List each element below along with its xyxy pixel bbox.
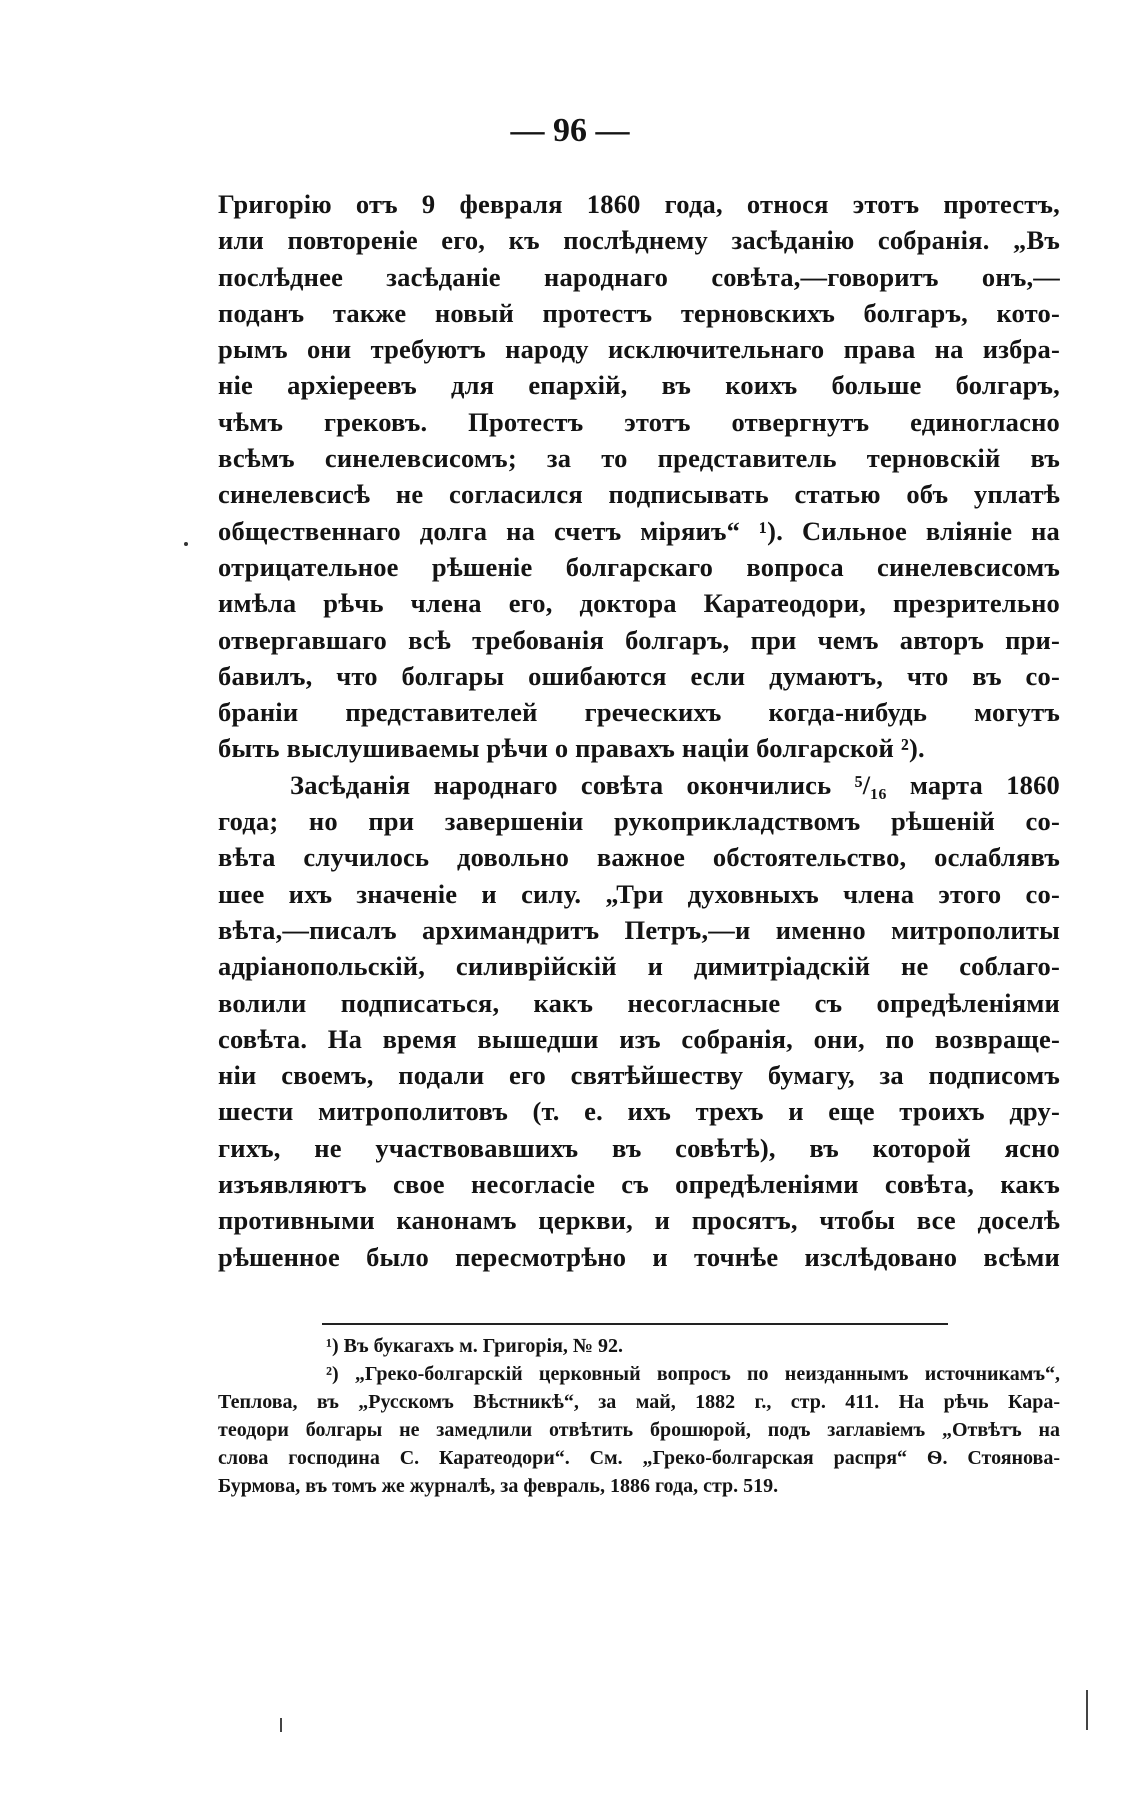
body-line: синелевсисѣ не согласился подписывать статью объ уплатѣ (218, 479, 1060, 510)
body-line: гихъ, не участвовавшихъ въ совѣтѣ), въ которой ясно (218, 1132, 1060, 1163)
body-line: всѣмъ синелевсисомъ; за то представитель терновскій въ (218, 443, 1060, 474)
body-line: Григорію отъ 9 февраля 1860 года, относя этотъ протестъ, (218, 189, 1060, 219)
body-line: поданъ также новый протестъ терновскихъ болгаръ, кото- (218, 297, 1060, 328)
body-line: бавилъ, что болгары ошибаются если думаютъ, что въ со- (218, 660, 1060, 691)
page-number: — 96 — (510, 112, 630, 149)
body-line: ніи своемъ, подали его святѣйшеству бумагу, за подписомъ (218, 1060, 1060, 1091)
body-line: быть выслушиваемы рѣчи о правахъ націи болгарской ²). (218, 733, 925, 764)
paragraph-start-line: Засѣданія народнаго совѣта окончились ⁵/₁₆ марта 1860 (290, 769, 1060, 800)
body-line: имѣла рѣчь члена его, доктора Каратеодори, презрительно (218, 588, 1060, 619)
footnotes (218, 1332, 1060, 1500)
body-line: браніи представителей греческихъ когда-нибудь могутъ (218, 697, 1060, 728)
margin-mark (184, 542, 188, 546)
body-line: отрицательное рѣшеніе болгарскаго вопроса синелевсисомъ (218, 551, 1060, 582)
body-line: вѣта,—писалъ архимандритъ Петръ,—и именно митрополиты (218, 914, 1060, 945)
body-line: шести митрополитовъ (т. е. ихъ трехъ и еще троихъ дру- (218, 1096, 1060, 1127)
footnote-line: Теплова, въ „Русскомъ Вѣстникѣ“, за май, 1882 г., стр. 411. На рѣчь Кара- (218, 1391, 1060, 1413)
body-line: отвергавшаго всѣ требованія болгаръ, при чемъ авторъ при- (218, 624, 1060, 655)
body-line: шее ихъ значеніе и силу. „Три духовныхъ члена этого со- (218, 878, 1060, 909)
body-line: общественнаго долга на счетъ міряиъ“ ¹). Сильное вліяніе на (218, 515, 1060, 546)
body-line: противными канонамъ церкви, и просятъ, чтобы все доселѣ (218, 1205, 1060, 1236)
body-line: ніе архіереевъ для епархій, въ коихъ больше болгаръ, (218, 370, 1060, 401)
body-line: рѣшенное было пересмотрѣно и точнѣе изслѣдовано всѣми (218, 1241, 1060, 1272)
body-line: совѣта. На время вышедши изъ собранія, они, по возвраще- (218, 1023, 1060, 1054)
body-text (218, 186, 1060, 1275)
footnote-line: слова господина С. Каратеодори“. См. „Греко-болгарская распря“ Ѳ. Стоянова- (218, 1447, 1060, 1469)
body-line: вѣта случилось довольно важное обстоятельство, ослаблявъ (218, 842, 1060, 873)
body-line: года; но при завершеніи рукоприкладствомъ рѣшеній со- (218, 806, 1060, 837)
footnote-1: ¹) Въ букагахъ м. Григорія, № 92. (326, 1335, 624, 1357)
footnote-2: ²) „Греко-болгарскій церковный вопросъ по неизданнымъ источникамъ“, (326, 1363, 1060, 1385)
scan-mark (1086, 1690, 1088, 1730)
footnote-line: теодори болгары не замедлили отвѣтить брошюрой, подъ заглавіемъ „Отвѣтъ на (218, 1419, 1060, 1441)
body-line: изъявляютъ свое несогласіе съ опредѣленіями совѣта, какъ (218, 1169, 1060, 1200)
scan-mark (280, 1718, 282, 1732)
body-line: чѣмъ грековъ. Протестъ этотъ отвергнутъ единогласно (218, 406, 1060, 437)
body-line: волили подписаться, какъ несогласные съ опредѣленіями (218, 987, 1060, 1018)
body-line: рымъ они требуютъ народу исключительнаго права на избра- (218, 334, 1060, 365)
footnote-line: Бурмова, въ томъ же журналѣ, за февраль, 1886 года, стр. 519. (218, 1475, 779, 1497)
body-line: или повтореніе его, къ послѣднему засѣданію собранія. „Въ (218, 225, 1060, 256)
footnote-divider (322, 1323, 948, 1325)
body-line: адріанопольскій, силиврійскій и димитріадскій не соблаго- (218, 951, 1060, 982)
body-line: послѣднее засѣданіе народнаго совѣта,—говоритъ онъ,— (218, 261, 1060, 292)
